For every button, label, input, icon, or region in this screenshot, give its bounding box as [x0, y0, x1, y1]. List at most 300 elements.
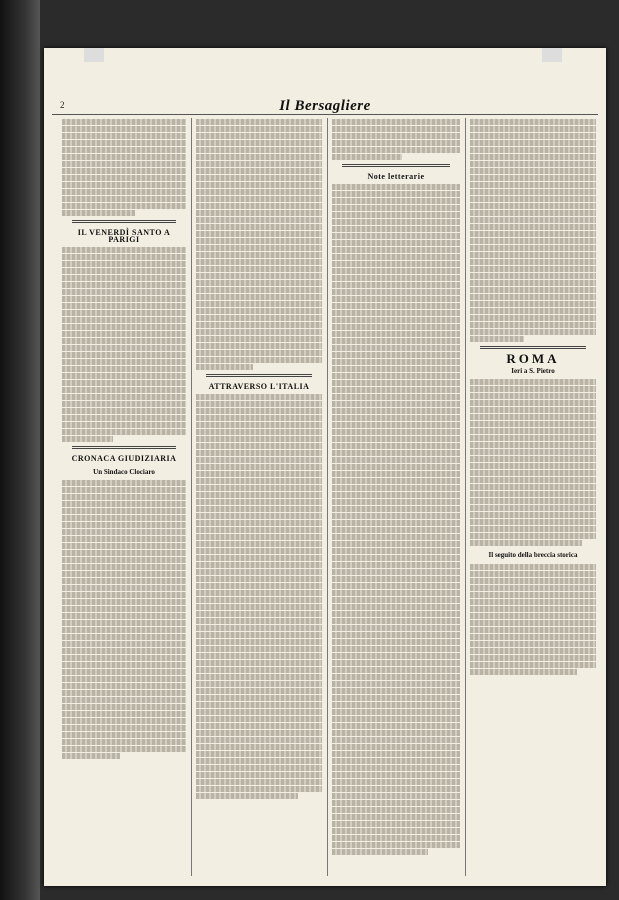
text-line — [196, 119, 322, 125]
text-line — [470, 606, 596, 612]
text-line — [332, 457, 460, 463]
text-line — [332, 254, 460, 260]
text-line — [332, 345, 460, 351]
text-line — [62, 487, 186, 493]
text-line — [62, 275, 186, 281]
text-line — [62, 154, 186, 160]
text-line — [470, 669, 577, 675]
text-line — [332, 590, 460, 596]
text-line — [470, 533, 596, 539]
text-line — [196, 350, 322, 356]
text-line — [62, 140, 186, 146]
text-line — [332, 492, 460, 498]
text-line — [196, 625, 322, 631]
text-line — [196, 175, 322, 181]
text-line — [332, 140, 460, 146]
column-4 — [470, 118, 596, 876]
text-line — [62, 436, 113, 442]
text-line — [196, 492, 322, 498]
text-line — [62, 415, 186, 421]
text-line — [470, 301, 596, 307]
text-line — [62, 613, 186, 619]
text-line — [196, 273, 322, 279]
text-line — [196, 294, 322, 300]
text-line — [196, 443, 322, 449]
text-line — [196, 422, 322, 428]
text-line — [470, 379, 596, 385]
text-line — [62, 753, 120, 759]
text-line — [470, 627, 596, 633]
text-line — [196, 322, 322, 328]
text-line — [62, 508, 186, 514]
text-line — [62, 592, 186, 598]
article-subheading: Il seguito della breccia storica — [488, 551, 578, 560]
text-line — [470, 161, 596, 167]
text-line — [332, 338, 460, 344]
text-line — [332, 464, 460, 470]
text-line — [470, 613, 596, 619]
text-line — [470, 463, 596, 469]
text-line — [470, 315, 596, 321]
text-line — [332, 653, 460, 659]
text-line — [332, 618, 460, 624]
text-line — [196, 520, 322, 526]
text-line — [332, 681, 460, 687]
text-line — [196, 765, 322, 771]
text-line — [62, 494, 186, 500]
text-line — [196, 681, 322, 687]
text-line — [62, 578, 186, 584]
text-line — [332, 793, 460, 799]
text-line — [196, 758, 322, 764]
text-line — [470, 564, 596, 570]
text-line — [62, 359, 186, 365]
text-line — [332, 261, 460, 267]
text-line — [196, 343, 322, 349]
text-line — [470, 336, 524, 342]
text-line — [332, 212, 460, 218]
text-line — [332, 443, 460, 449]
text-line — [470, 599, 596, 605]
text-line — [196, 450, 322, 456]
text-line — [332, 408, 460, 414]
text-line — [332, 646, 460, 652]
text-line — [62, 655, 186, 661]
header-rule — [52, 114, 598, 115]
text-line — [62, 627, 186, 633]
text-line — [332, 268, 460, 274]
text-line — [332, 352, 460, 358]
text-line — [332, 569, 460, 575]
text-line — [196, 646, 322, 652]
text-line — [196, 231, 322, 237]
text-line — [332, 604, 460, 610]
text-line — [332, 667, 460, 673]
text-line — [196, 499, 322, 505]
text-line — [196, 457, 322, 463]
text-line — [196, 308, 322, 314]
text-line — [470, 203, 596, 209]
text-line — [196, 364, 253, 370]
text-line — [62, 182, 186, 188]
text-line — [62, 564, 186, 570]
column-divider — [327, 118, 328, 876]
text-line — [62, 189, 186, 195]
section-heading: ROMA — [506, 351, 560, 366]
text-line — [332, 506, 460, 512]
text-line — [196, 196, 322, 202]
text-line — [470, 540, 582, 546]
text-line — [470, 294, 596, 300]
text-line — [332, 380, 460, 386]
text-line — [470, 662, 596, 668]
text-line — [196, 590, 322, 596]
text-line — [332, 450, 460, 456]
text-line — [470, 393, 596, 399]
text-line — [470, 245, 596, 251]
text-line — [332, 835, 460, 841]
column-2 — [196, 118, 322, 876]
text-line — [196, 203, 322, 209]
text-line — [62, 739, 186, 745]
text-line — [196, 695, 322, 701]
text-line — [196, 471, 322, 477]
text-line — [196, 408, 322, 414]
text-line — [196, 168, 322, 174]
text-line — [470, 442, 596, 448]
text-line — [62, 585, 186, 591]
text-line — [470, 592, 596, 598]
text-line — [470, 505, 596, 511]
text-line — [470, 231, 596, 237]
text-line — [62, 324, 186, 330]
text-line — [332, 373, 460, 379]
text-line — [196, 569, 322, 575]
text-line — [62, 725, 186, 731]
text-line — [332, 828, 460, 834]
text-line — [470, 498, 596, 504]
text-line — [332, 842, 460, 848]
text-line — [470, 189, 596, 195]
text-line — [332, 282, 460, 288]
article-subheading: Un Sindaco Clociaro — [93, 467, 155, 476]
text-line — [470, 519, 596, 525]
text-line — [332, 191, 460, 197]
text-line — [196, 315, 322, 321]
text-line — [196, 161, 322, 167]
text-line — [196, 751, 322, 757]
text-line — [196, 702, 322, 708]
text-line — [332, 772, 460, 778]
text-line — [332, 126, 460, 132]
text-line — [332, 702, 460, 708]
text-line — [332, 296, 460, 302]
text-line — [196, 653, 322, 659]
text-line — [332, 555, 460, 561]
section-heading: ATTRAVERSO L'ITALIA — [208, 382, 310, 391]
text-line — [62, 126, 186, 132]
text-line — [470, 456, 596, 462]
text-line — [62, 515, 186, 521]
section-heading: CRONACA GIUDIZIARIA — [71, 454, 177, 464]
text-line — [470, 491, 596, 497]
text-line — [332, 527, 460, 533]
text-line — [196, 639, 322, 645]
text-line — [332, 688, 460, 694]
text-line — [62, 196, 186, 202]
text-line — [470, 421, 596, 427]
text-line — [62, 261, 186, 267]
text-line — [470, 641, 596, 647]
text-line — [196, 147, 322, 153]
text-line — [470, 634, 596, 640]
text-line — [62, 401, 186, 407]
text-line — [332, 576, 460, 582]
text-line — [62, 161, 186, 167]
text-line — [62, 147, 186, 153]
text-line — [332, 233, 460, 239]
text-line — [196, 604, 322, 610]
text-line — [470, 133, 596, 139]
text-line — [196, 357, 322, 363]
text-line — [196, 126, 322, 132]
text-line — [196, 266, 322, 272]
text-line — [332, 415, 460, 421]
text-line — [332, 660, 460, 666]
text-line — [332, 240, 460, 246]
text-line — [62, 373, 186, 379]
text-line — [196, 674, 322, 680]
text-line — [332, 471, 460, 477]
text-line — [196, 583, 322, 589]
text-line — [470, 484, 596, 490]
text-line — [196, 597, 322, 603]
text-line — [332, 849, 428, 855]
text-line — [332, 429, 460, 435]
text-line — [470, 585, 596, 591]
text-line — [470, 217, 596, 223]
article-subheading: Ieri a S. Pietro — [511, 367, 555, 376]
text-line — [332, 359, 460, 365]
text-line — [196, 252, 322, 258]
text-line — [332, 695, 460, 701]
text-line — [62, 536, 186, 542]
text-line — [62, 119, 186, 125]
text-line — [470, 224, 596, 230]
text-line — [332, 709, 460, 715]
text-line — [332, 247, 460, 253]
text-line — [470, 400, 596, 406]
text-line — [196, 709, 322, 715]
text-line — [196, 224, 322, 230]
text-line — [332, 786, 460, 792]
text-line — [62, 641, 186, 647]
text-line — [332, 485, 460, 491]
text-line — [332, 800, 460, 806]
text-line — [332, 583, 460, 589]
text-line — [196, 336, 322, 342]
section-heading: Note letterarie — [367, 172, 425, 181]
text-line — [62, 203, 186, 209]
text-line — [62, 711, 186, 717]
text-line — [196, 541, 322, 547]
text-line — [332, 562, 460, 568]
text-line — [196, 189, 322, 195]
text-line — [196, 415, 322, 421]
heading-rule — [72, 446, 176, 449]
text-line — [196, 737, 322, 743]
text-line — [332, 723, 460, 729]
text-line — [332, 779, 460, 785]
text-line — [196, 667, 322, 673]
text-line — [196, 245, 322, 251]
text-line — [196, 301, 322, 307]
text-line — [332, 219, 460, 225]
text-line — [332, 737, 460, 743]
text-line — [470, 407, 596, 413]
text-line — [470, 512, 596, 518]
text-line — [196, 287, 322, 293]
text-line — [62, 669, 186, 675]
page-number: 2 — [60, 100, 65, 110]
text-line — [62, 345, 186, 351]
text-line — [332, 198, 460, 204]
text-line — [332, 534, 460, 540]
text-line — [62, 429, 186, 435]
text-line — [470, 168, 596, 174]
text-line — [470, 280, 596, 286]
text-line — [196, 280, 322, 286]
text-line — [332, 324, 460, 330]
text-line — [196, 401, 322, 407]
text-line — [62, 282, 186, 288]
text-line — [196, 779, 322, 785]
text-line — [196, 611, 322, 617]
newspaper-page — [44, 48, 606, 886]
text-line — [62, 704, 186, 710]
text-line — [196, 772, 322, 778]
text-line — [470, 259, 596, 265]
heading-rule — [480, 346, 586, 349]
text-line — [196, 786, 322, 792]
text-line — [62, 732, 186, 738]
text-line — [62, 683, 186, 689]
text-line — [62, 571, 186, 577]
text-line — [196, 632, 322, 638]
text-line — [62, 718, 186, 724]
text-line — [62, 210, 135, 216]
text-line — [470, 470, 596, 476]
text-line — [470, 571, 596, 577]
text-line — [196, 555, 322, 561]
text-line — [470, 477, 596, 483]
text-line — [332, 303, 460, 309]
text-line — [62, 697, 186, 703]
text-line — [196, 576, 322, 582]
text-line — [62, 338, 186, 344]
text-line — [196, 436, 322, 442]
text-line — [62, 247, 186, 253]
page-tape — [84, 48, 104, 62]
text-line — [470, 620, 596, 626]
masthead-title: Il Bersagliere — [279, 98, 371, 114]
text-line — [332, 499, 460, 505]
text-line — [62, 133, 186, 139]
text-line — [62, 352, 186, 358]
heading-rule — [206, 374, 312, 377]
text-line — [62, 289, 186, 295]
column-3 — [332, 118, 460, 876]
text-line — [332, 632, 460, 638]
text-line — [470, 578, 596, 584]
text-line — [332, 205, 460, 211]
heading-rule — [72, 220, 176, 223]
text-line — [470, 287, 596, 293]
text-line — [62, 168, 186, 174]
text-line — [196, 730, 322, 736]
text-line — [196, 478, 322, 484]
text-line — [196, 329, 322, 335]
text-line — [62, 690, 186, 696]
text-line — [470, 238, 596, 244]
text-line — [332, 119, 460, 125]
text-line — [196, 527, 322, 533]
text-line — [62, 480, 186, 486]
text-line — [62, 394, 186, 400]
text-line — [62, 550, 186, 556]
text-line — [332, 821, 460, 827]
text-line — [332, 625, 460, 631]
text-line — [332, 366, 460, 372]
text-line — [332, 331, 460, 337]
text-line — [470, 273, 596, 279]
text-line — [470, 147, 596, 153]
text-line — [332, 765, 460, 771]
text-line — [470, 119, 596, 125]
text-line — [62, 380, 186, 386]
text-line — [196, 238, 322, 244]
text-line — [196, 182, 322, 188]
text-line — [196, 716, 322, 722]
text-line — [470, 308, 596, 314]
text-line — [332, 478, 460, 484]
column-divider — [191, 118, 192, 876]
column-divider — [465, 118, 466, 876]
text-line — [196, 485, 322, 491]
text-line — [332, 597, 460, 603]
text-line — [62, 366, 186, 372]
text-line — [62, 529, 186, 535]
text-line — [196, 562, 322, 568]
text-line — [470, 655, 596, 661]
text-line — [332, 226, 460, 232]
text-line — [332, 154, 402, 160]
text-line — [332, 751, 460, 757]
text-line — [196, 660, 322, 666]
text-line — [62, 606, 186, 612]
text-line — [196, 154, 322, 160]
text-line — [470, 175, 596, 181]
text-line — [196, 548, 322, 554]
text-line — [196, 744, 322, 750]
heading-rule — [342, 164, 450, 167]
text-line — [332, 387, 460, 393]
text-line — [332, 289, 460, 295]
text-line — [62, 522, 186, 528]
text-line — [62, 254, 186, 260]
text-line — [470, 648, 596, 654]
text-line — [62, 331, 186, 337]
